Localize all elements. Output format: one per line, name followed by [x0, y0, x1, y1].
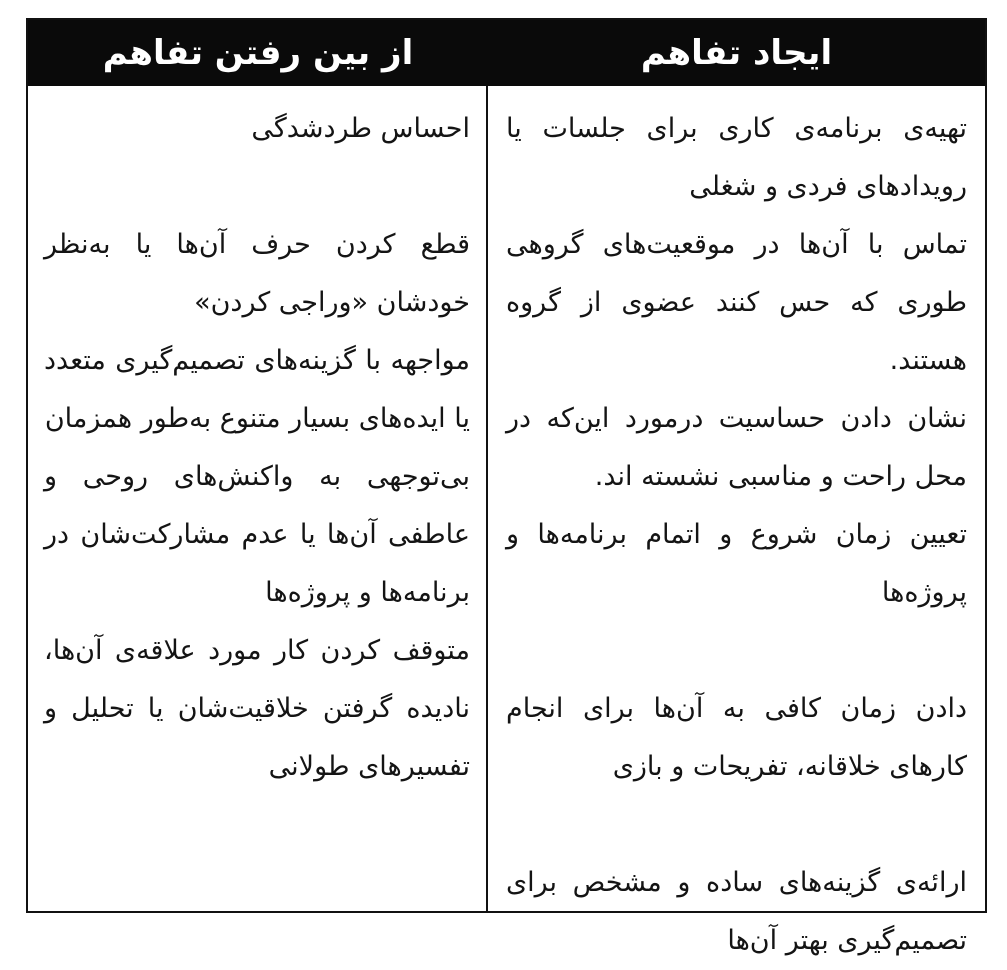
- table-header: [28, 20, 985, 86]
- list-item: بی‌توجهی به واکنش‌های روحی و عاطفی آن‌ها یا عدم مشارکت‌شان در برنامه‌ها و پروژه‌ها: [44, 461, 470, 608]
- lose-rapport-column: [28, 86, 486, 913]
- list-item: تعیین زمان شروع و اتمام برنامه‌ها و پروژه‌ها: [506, 519, 967, 608]
- header-create-rapport: ایجاد تفاهم: [640, 33, 833, 73]
- list-item: تماس با آن‌ها در موقعیت‌های گروهی طوری که حس کنند عضوی از گروه هستند.: [506, 229, 967, 376]
- list-item: نشان دادن حساسیت درمورد این‌که در محل راحت و مناسبی نشسته اند.: [506, 403, 967, 492]
- list-item: مواجهه با گزینه‌های تصمیم‌گیری متعدد یا ایده‌های بسیار متنوع به‌طور همزمان: [44, 345, 470, 434]
- list-item: متوقف کردن کار مورد علاقه‌ی آن‌ها، نادیده گرفتن خلاقیت‌شان یا تحلیل و تفسیرهای طولانی: [44, 635, 470, 782]
- header-lose-rapport: از بین رفتن تفاهم: [102, 33, 414, 73]
- comparison-table: [26, 18, 987, 956]
- list-item: قطع کردن حرف آن‌ها یا به‌نظر خودشان «وراجی کردن»: [44, 229, 470, 318]
- list-item: ارائه‌ی گزینه‌های ساده و مشخص برای تصمیم‌گیری بهتر آن‌ها: [506, 867, 967, 956]
- list-item: تهیه‌ی برنامه‌ی کاری برای جلسات یا رویدادهای فردی و شغلی: [506, 113, 967, 202]
- list-item: احساس طردشدگی: [251, 113, 470, 144]
- list-item: دادن زمان کافی به آن‌ها برای انجام کارهای خلاقانه، تفریحات و بازی: [506, 693, 967, 782]
- create-rapport-column: [488, 86, 985, 956]
